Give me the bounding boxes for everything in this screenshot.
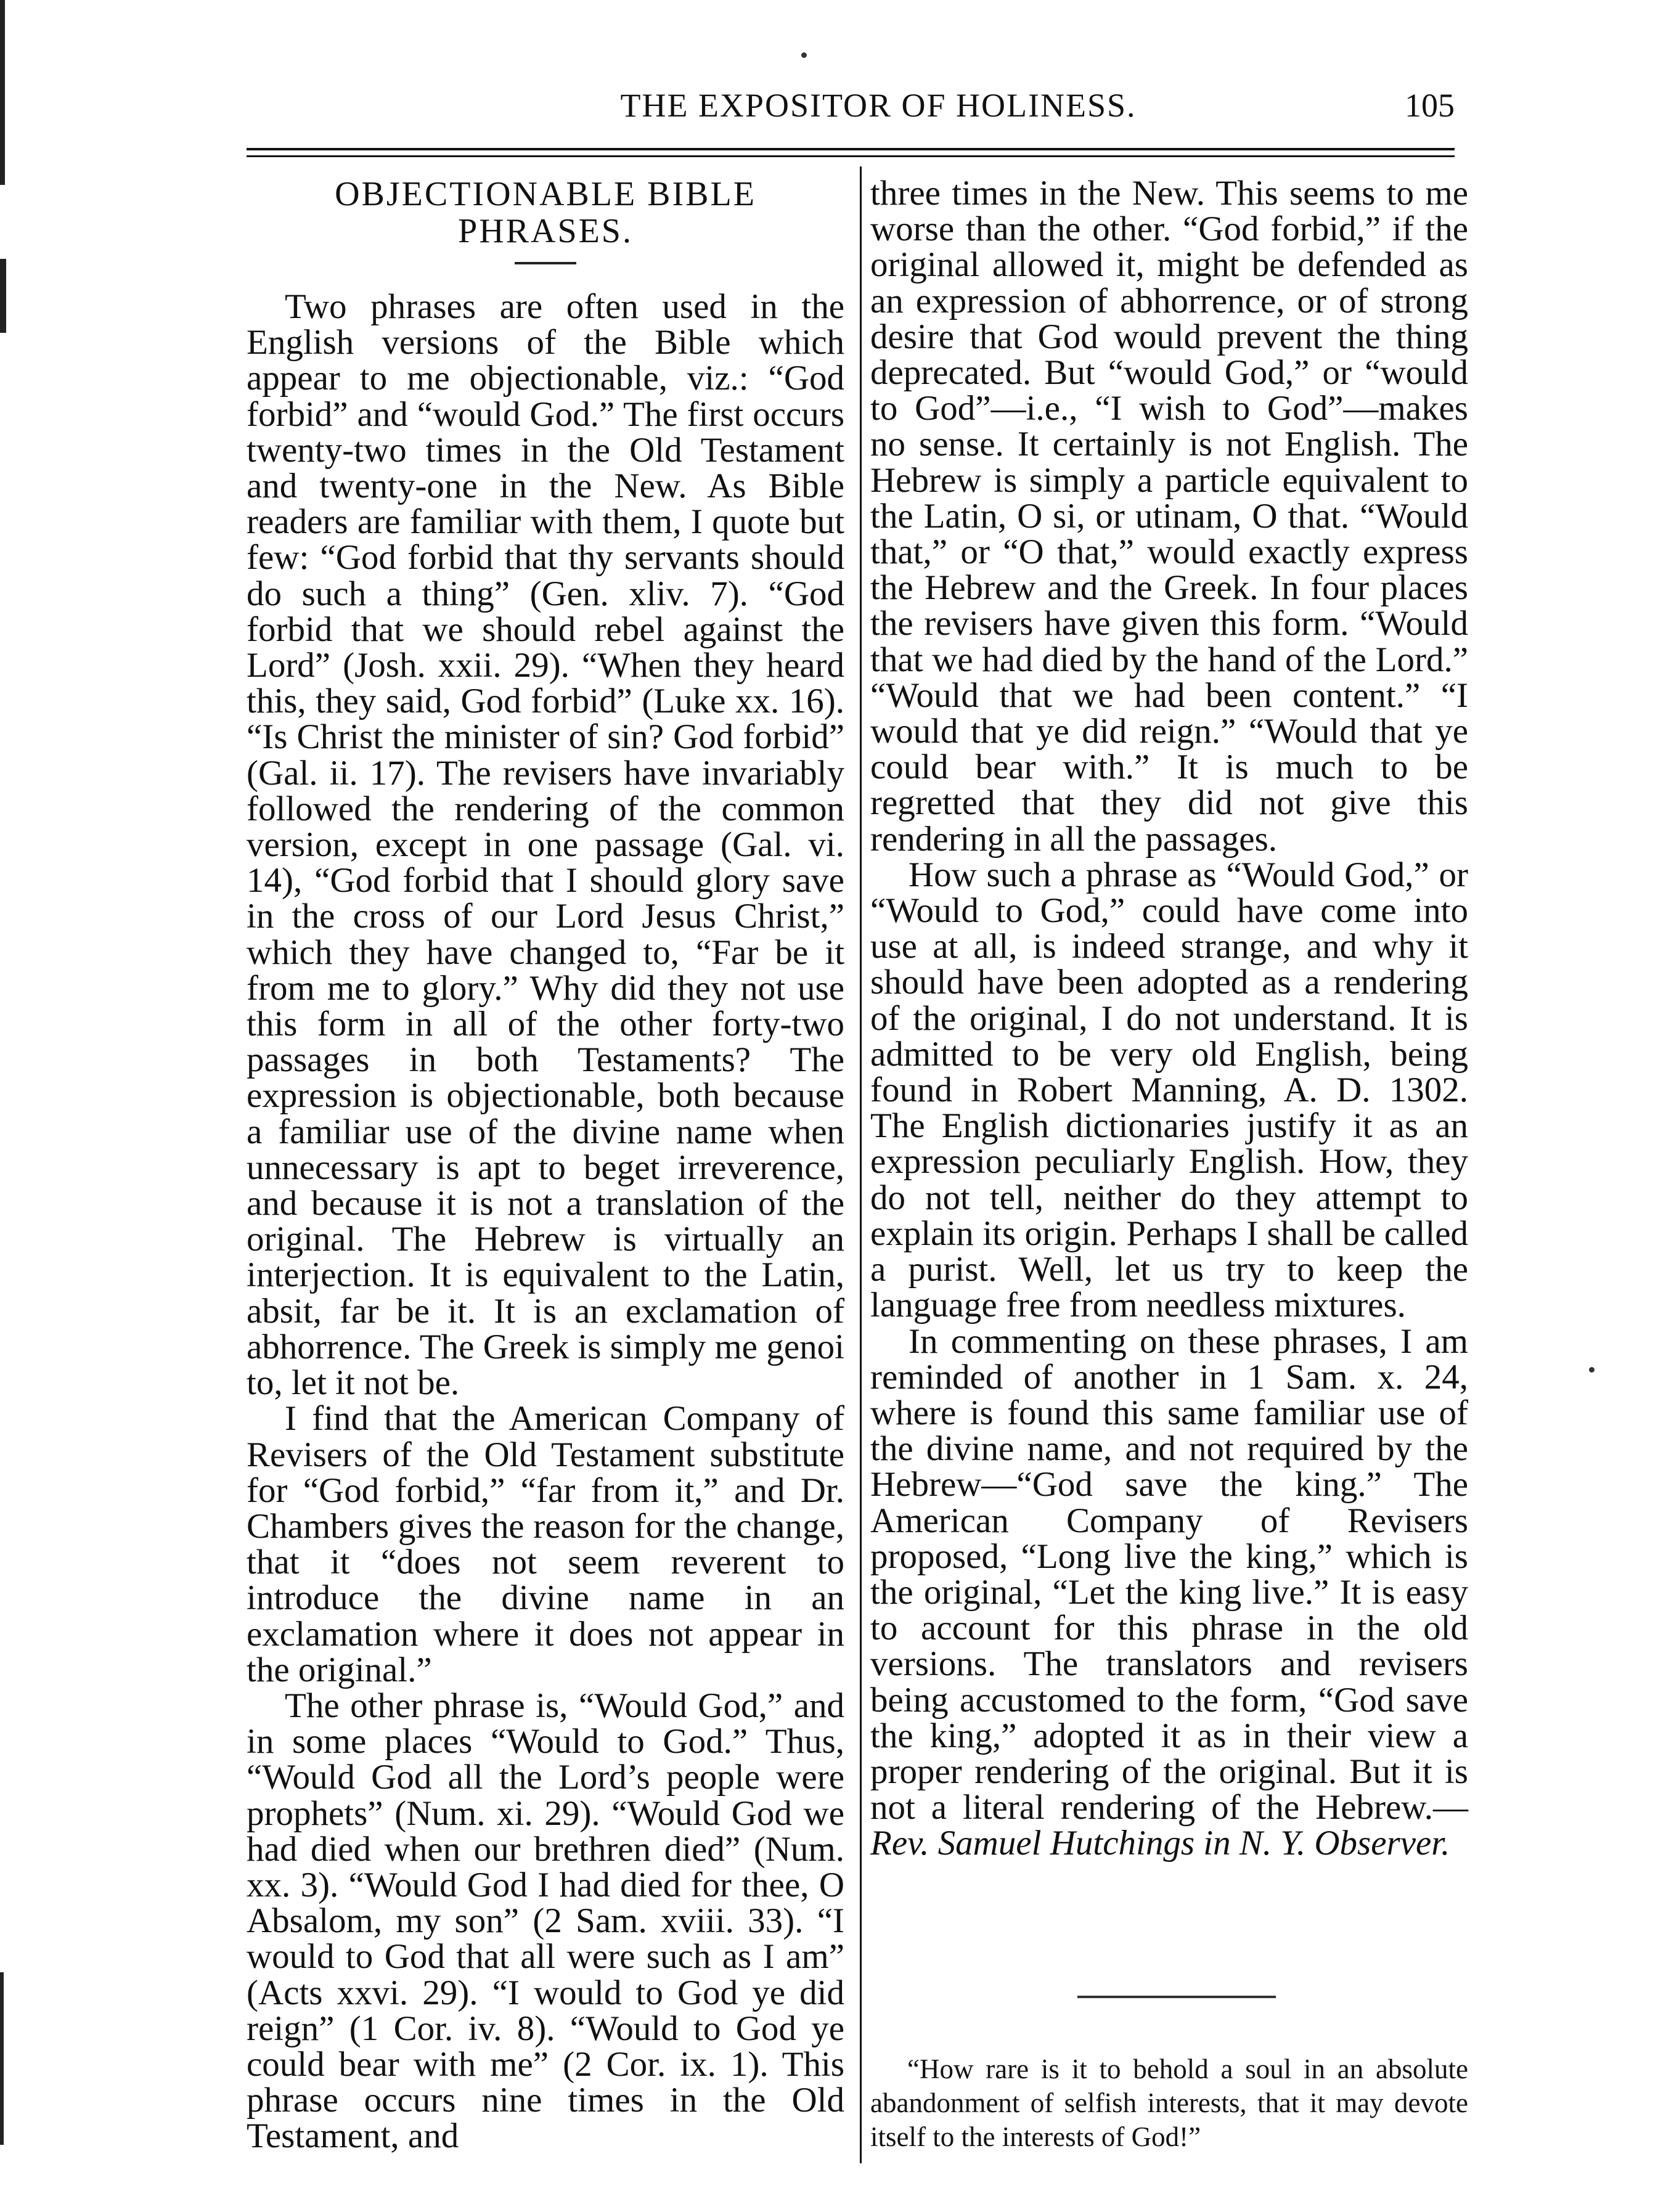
running-header [247, 86, 1455, 142]
article-title [247, 176, 844, 250]
title-dash [515, 262, 576, 264]
paragraph-continued: three times in the New. This seems to me worse than the other. “God forbid,” if the original allowed it, might be defended as an expression of abhorrence, or of strong desire that God would prevent the thing deprecated. But “would God,” or “would to God”—i.e., “I wish to God”—makes no sense. It certainly is not English. The Hebrew is simply a particle equivalent to the Latin, O si, or utinam, O that. “Would that,” or “O that,” would exactly express the Hebrew and the Greek. In four places the revisers have given this form. “Would that we had died by the hand of the Lord.” “Would that we had been content.” “I would that ye did reign.” “Would that ye could bear with.” It is much to be regretted that they did not give this rendering in all the passages. [870, 174, 1468, 859]
column-divider [860, 166, 862, 2163]
right-column [870, 176, 1468, 1862]
header-rule-top [247, 148, 1455, 150]
paragraph: Two phrases are often used in the English versions of the Bible which appear to me objectionable, viz.: “God forbid” and “would God.” The first occurs twenty-two times in the Old Testament and twenty-one in the New. As Bible readers are familiar with them, I quote but few: “God forbid that thy servants should do such a thing” (Gen. xliv. 7). “God forbid that we should rebel against the Lord” (Josh. xxii. 29). “When they heard this, they said, God forbid” (Luke xx. 16). “Is Christ the minister of sin? God forbid” (Gal. ii. 17). The revisers have invariably followed the rendering of the common version, except in one passage (Gal. vi. 14), “God forbid that I should glory save in the cross of our Lord Jesus Christ,” which they have changed to, “Far be it from me to glory.” Why did they not use this form in all of the other forty-two passages in both Testaments? The expression is objectionable, both because a familiar use of the divine name when unnecessary is apt to beget irreverence, and because it is not a translation of the original. The Hebrew is virtually an interjection. It is equivalent to the Latin, absit, far be it. It is an exclamation of abhorrence. The Greek is simply me genoi to, let it not be. [247, 287, 844, 1403]
paragraph: I find that the American Company of Revisers of the Old Testament substitute for “God forbid,” “far from it,” and Dr. Chambers gives the reason for the change, that it “does not seem reverent to introduce the divine name in an exclamation where it does not appear in the original.” [247, 1399, 844, 1689]
article-title-line-1: OBJECTIONABLE BIBLE [335, 175, 756, 213]
left-column [247, 176, 844, 2155]
paragraph: How such a phrase as “Would God,” or “Would to God,” could have come into use at all, is indeed strange, and why it should have been adopted as a rendering of the original, I do not understand. It is admitted to be very old English, being found in Robert Manning, A. D. 1302. The English dictionaries justify it as an expression peculiarly English. How, they do not tell, neither do they attempt to explain its origin. Perhaps I shall be called a purist. Well, let us try to keep the language free from needless mixtures. [870, 855, 1468, 1325]
ink-speck [801, 52, 807, 58]
binding-edge-mark [0, 0, 5, 185]
section-separator [1077, 1996, 1276, 1998]
closing-quote: “How rare is it to behold a soul in an absolute abandonment of selfish interests, that it may devote itself to the interests of God!” [870, 2054, 1468, 2152]
header-rule-bottom [247, 155, 1455, 157]
page-number: 105 [1405, 87, 1455, 124]
paragraph [870, 1321, 1468, 1863]
article-attribution: Rev. Samuel Hutchings in N. Y. Observer. [870, 1824, 1450, 1863]
journal-title: THE EXPOSITOR OF HOLINESS. [620, 87, 1137, 124]
article-title-line-2: PHRASES. [458, 212, 633, 250]
paragraph: The other phrase is, “Would God,” and in some places “Would to God.” Thus, “Would God all the Lord’s people were prophets” (Num. xi. 29). “Would God we had died when our brethren died” (Num. xx. 3). “Would God I had died for thee, O Absalom, my son” (2 Sam. xviii. 33). “I would to God that all were such as I am” (Acts xxvi. 29). “I would to God ye did reign” (1 Cor. iv. 8). “Would to God ye could bear with me” (2 Cor. ix. 1). This phrase occurs nine times in the Old Testament, and [247, 1686, 844, 2156]
paragraph-text: In commenting on these phrases, I am reminded of another in 1 Sam. x. 24, where is found this same familiar use of the divine name, and not required by the Hebrew—“God save the king.” The American Company of Revisers proposed, “Long live the king,” which is the original, “Let the king live.” It is easy to account for this phrase in the old versions. The translators and revisers being accustomed to the form, “God save the king,” adopted it as in their view a proper rendering of the original. But it is not a literal rendering of the Hebrew.— [870, 1321, 1468, 1827]
ink-speck [1589, 1367, 1595, 1373]
binding-edge-mark [0, 259, 6, 333]
binding-edge-mark [0, 1972, 4, 2145]
